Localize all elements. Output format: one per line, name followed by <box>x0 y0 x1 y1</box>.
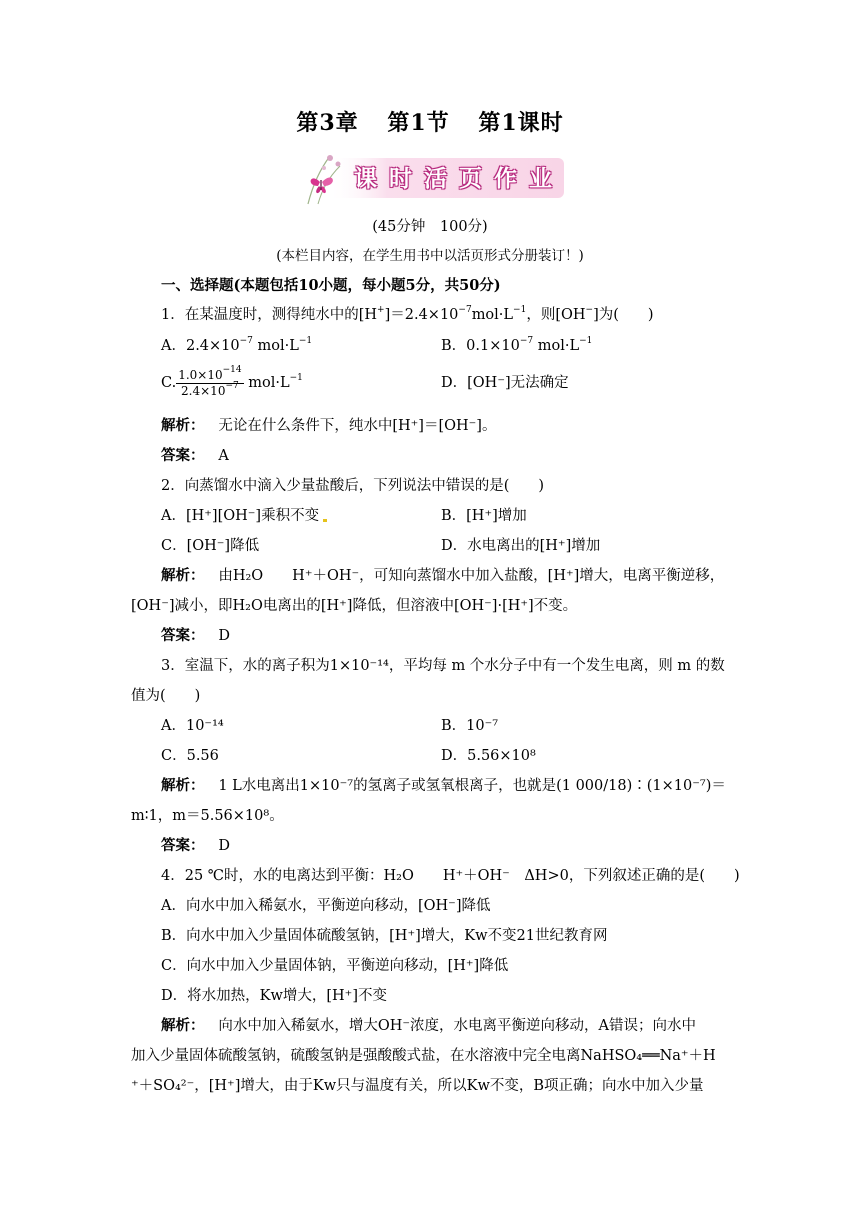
time-score: (45分钟 100分) <box>372 219 488 235</box>
question-2-stem: 2．向蒸馏水中滴入少量盐酸后，下列说法中错误的是( ) <box>161 478 545 494</box>
q3-option-b: B．10⁻⁷ <box>441 718 499 734</box>
question-1-stem: 1．在某温度时，测得纯水中的$[H^+]=2.4\times 10^{-7}mol\cdot L^{-1}$，则[OH−]为( ) <box>161 305 654 323</box>
q2-option-b: B．[H⁺]增加 <box>441 508 527 524</box>
banner-title <box>348 156 558 196</box>
q4-analysis: 解析： 向水中加入稀氨水，增大OH⁻浓度，水电离平衡逆向移动，A错误；向水中 <box>161 1017 696 1034</box>
banner-char: 活 <box>424 165 447 192</box>
q1-analysis: 解析： 无论在什么条件下，纯水中[H⁺]＝[OH⁻]。 <box>161 417 497 434</box>
q3-option-a: A．10⁻¹⁴ <box>161 718 224 734</box>
fraction: $\frac{1.0\times 10^{-14}}{2.4\times 10^{-7}}$ <box>178 364 242 398</box>
question-3-stem: 3．室温下，水的离子积为1×10⁻¹⁴，平均每 m 个水分子中有一个发生电离，则 m 的数 <box>161 658 725 674</box>
worksheet-banner <box>288 150 568 206</box>
q3-analysis: 解析： 1 L水电离出1×10⁻⁷的氢离子或氢氧根离子，也就是(1 000/18)∶(1×10⁻⁷)＝ <box>161 777 726 794</box>
page-title <box>0 106 860 137</box>
chapter-label: 第3章 <box>296 110 359 136</box>
q2-option-a: A．[H⁺][OH⁻]乘积不变 <box>161 506 327 526</box>
yellow-mark <box>323 519 327 522</box>
banner-char: 时 <box>389 165 412 192</box>
banner-char: 课 <box>354 165 377 192</box>
question-4-stem: 4．25 ℃时，水的电离达到平衡：H₂O H⁺＋OH⁻ ΔH>0，下列叙述正确的是( ) <box>161 868 740 884</box>
q2-analysis-cont: [OH⁻]减小，即H₂O电离出的[H⁺]降低，但溶液中[OH⁻]·[H⁺]不变。 <box>131 598 578 614</box>
q4-option-c: C．向水中加入少量固体钠，平衡逆向移动，[H⁺]降低 <box>161 958 509 974</box>
section-heading: 一、选择题(本题包括10小题，每小题5分，共50分) <box>161 277 501 294</box>
banner-char: 业 <box>529 165 552 192</box>
banner-char: 作 <box>494 165 517 192</box>
q1-option-d: D．[OH⁻]无法确定 <box>441 375 569 391</box>
section-label: 第1节 <box>387 110 450 136</box>
q4-option-b: B．向水中加入少量固体硫酸氢钠，[H⁺]增大，Kw不变21世纪教育网 <box>161 928 608 944</box>
binding-note: (本栏目内容，在学生用书中以活页形式分册装订！) <box>276 248 584 264</box>
q1-option-c: C. $\frac{1.0\times 10^{-14}}{2.4\times 10^{-7}}$ $mol\cdot L^{-1}$ <box>161 364 303 398</box>
q1-option-a: A．$2.4\times 10^{-7}$ $mol\cdot L^{-1}$ <box>161 336 313 354</box>
q4-option-a: A．向水中加入稀氨水，平衡逆向移动，[OH⁻]降低 <box>161 898 491 914</box>
q2-answer: 答案： D <box>161 627 230 644</box>
q2-option-c: C．[OH⁻]降低 <box>161 538 260 554</box>
question-3-stem-cont: 值为( ) <box>131 688 201 704</box>
q3-option-c: C．5.56 <box>161 748 219 764</box>
q4-analysis-cont-2: ⁺＋SO₄²⁻，[H⁺]增大，由于Kw只与温度有关，所以Kw不变，B项正确；向水中加入少量 <box>131 1078 704 1094</box>
q3-analysis-cont: m∶1，m＝5.56×10⁸。 <box>131 808 284 824</box>
q4-analysis-cont-1: 加入少量固体硫酸氢钠，硫酸氢钠是强酸酸式盐，在水溶液中完全电离NaHSO₄══Na⁺＋H <box>131 1048 716 1064</box>
q2-analysis: 解析： 由H₂O H⁺＋OH⁻，可知向蒸馏水中加入盐酸，[H⁺]增大，电离平衡逆移， <box>161 567 725 584</box>
q3-option-d: D．5.56×10⁸ <box>441 748 536 764</box>
q1-answer: 答案： A <box>161 447 229 464</box>
q1-option-b: B．$0.1\times 10^{-7}$ $mol\cdot L^{-1}$ <box>441 336 593 354</box>
lesson-label: 第1课时 <box>478 110 564 136</box>
q4-option-d: D．将水加热，Kw增大，[H⁺]不变 <box>161 988 387 1004</box>
q3-answer: 答案： D <box>161 837 230 854</box>
q2-option-d: D．水电离出的[H⁺]增加 <box>441 538 601 554</box>
banner-char: 页 <box>459 165 482 192</box>
